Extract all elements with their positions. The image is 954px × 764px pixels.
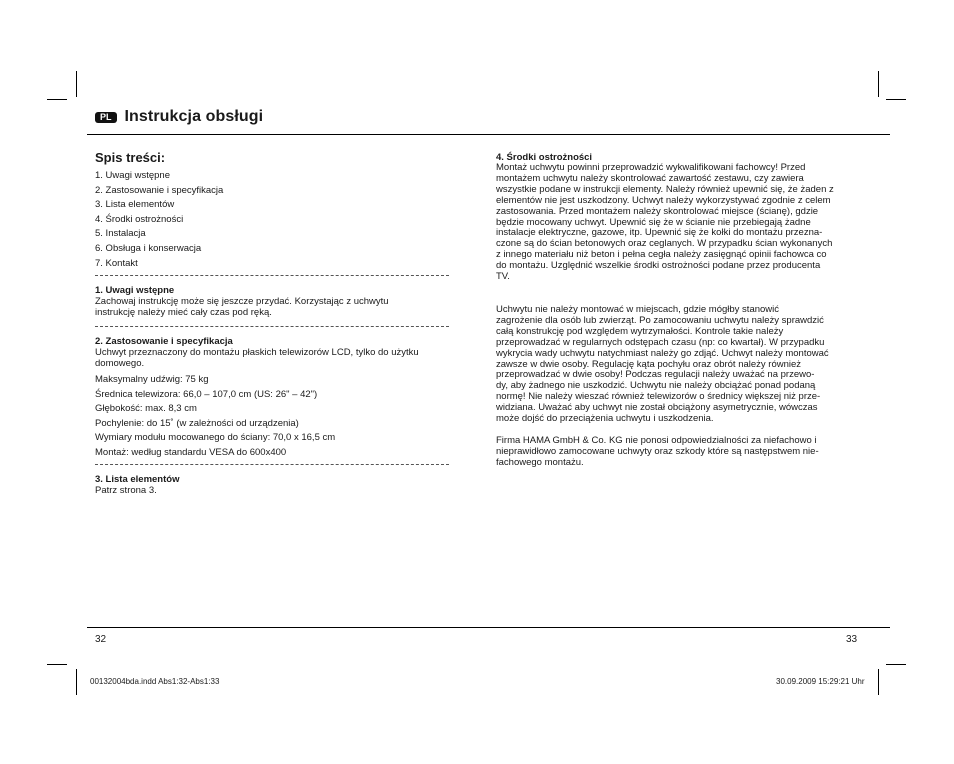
section-3 xyxy=(95,474,449,496)
section-1 xyxy=(95,285,449,318)
toc-item: 3. Lista elementów xyxy=(95,199,175,211)
dashed-separator xyxy=(95,326,449,327)
section-2 xyxy=(95,336,449,460)
footer-rule xyxy=(87,627,890,628)
toc-item: 5. Instalacja xyxy=(95,228,146,240)
section-text: normę! Nie należy wieszać również telewizorów o średnicy większej niż prze- xyxy=(496,391,821,403)
section-text: Patrz strona 3. xyxy=(95,485,157,497)
section-text: zagrożenie dla osób lub zwierząt. Po zamocowaniu uchwytu należy sprawdzić xyxy=(496,314,824,326)
section-text: instalacje elektryczne, gazowe, itp. Upewnić się że kołki do montażu przezna- xyxy=(496,227,823,239)
crop-mark xyxy=(878,71,879,97)
section-text: może dojść do przeciążenia uchwytu i uszkodzenia. xyxy=(496,413,714,425)
crop-mark xyxy=(878,669,879,695)
toc-title: Spis treści: xyxy=(95,150,166,165)
crop-mark xyxy=(76,669,77,695)
section-4-paragraph-2 xyxy=(496,305,860,425)
section-4-paragraph-1 xyxy=(496,163,860,283)
toc-item: 4. Środki ostrożności xyxy=(95,213,184,225)
spec-list xyxy=(95,373,449,460)
page-title: Instrukcja obsługi xyxy=(124,108,264,125)
dashed-separator xyxy=(95,275,449,276)
section-title: 3. Lista elementów xyxy=(95,474,180,486)
section-text: widziana. Uważać aby uchwyt nie został obciążony asymetrycznie, wówczas xyxy=(496,402,818,414)
toc-item: 6. Obsługa i konserwacja xyxy=(95,242,202,254)
table-of-contents xyxy=(95,169,449,271)
section-text: przeprowadzać w dwie osoby! Podczas regulacji należy uważać na przewo- xyxy=(496,369,815,381)
section-text: wykrycia wady uchwytu natychmiast należy go zdjąć. Uchwyt należy montować xyxy=(496,347,829,359)
spec-item: Średnica telewizora: 66,0 – 107,0 cm (US: 26" – 42") xyxy=(95,388,318,400)
section-text: wszystkie podane w instrukcji elementy. Należy również upewnić się, że żaden z xyxy=(496,183,834,195)
section-4-paragraph-3 xyxy=(496,436,860,469)
header-rule xyxy=(87,134,890,135)
section-title: 4. Środki ostrożności xyxy=(496,152,593,163)
page-number-right: 33 xyxy=(846,634,858,645)
spec-item: Pochylenie: do 15˚ (w zależności od urządzenia) xyxy=(95,417,299,429)
page-header xyxy=(95,106,263,128)
section-text: do montażu. Uzględnić wszelkie środki ostrożności podane przez producenta xyxy=(496,260,821,272)
dashed-separator xyxy=(95,464,449,465)
section-text: montażem uchwytu należy skontrolować zawartość zestawu, czy zawiera xyxy=(496,172,804,184)
section-title: 1. Uwagi wstępne xyxy=(95,285,175,297)
crop-mark xyxy=(47,664,67,665)
language-badge: PL xyxy=(95,112,117,123)
toc-item: 1. Uwagi wstępne xyxy=(95,170,170,181)
section-text: Firma HAMA GmbH & Co. KG nie ponosi odpowiedzialności za niefachowo i xyxy=(496,434,817,446)
left-column xyxy=(95,150,449,496)
spec-item: Maksymalny udźwig: 75 kg xyxy=(95,374,209,386)
page-number-left: 32 xyxy=(95,634,107,645)
section-text: Uchwyt przeznaczony do montażu płaskich telewizorów LCD, tylko do użytku xyxy=(95,347,419,359)
crop-mark xyxy=(76,71,77,97)
print-timestamp: 30.09.2009 15:29:21 Uhr xyxy=(776,677,865,686)
section-text: Montaż uchwytu powinni przeprowadzić wykwalifikowani fachowcy! Przed xyxy=(496,162,806,173)
spec-item: Montaż: według standardu VESA do 600x400 xyxy=(95,446,287,458)
toc-item: 7. Kontakt xyxy=(95,257,138,269)
section-text: TV. xyxy=(496,271,510,283)
crop-mark xyxy=(886,99,906,100)
toc-item: 2. Zastosowanie i specyfikacja xyxy=(95,184,224,196)
section-text: dy, aby żadnego nie uszkodzić. Uchwytu nie należy obciążać ponad podaną xyxy=(496,380,816,392)
section-text: przeprowadzać w regularnych odstępach czasu (np: co kwartał). W przypadku xyxy=(496,336,825,348)
crop-mark xyxy=(886,664,906,665)
section-text: z innego materiału niż beton i pełna cegła należy zasięgnąć opinii fachowca co xyxy=(496,249,827,261)
right-column xyxy=(496,152,860,469)
spec-item: Głębokość: max. 8,3 cm xyxy=(95,403,197,415)
section-title: 2. Zastosowanie i specyfikacja xyxy=(95,336,233,348)
section-text: całą konstrukcję pod względem wytrzymałości. Kontrole takie należy xyxy=(496,325,784,337)
spec-item: Wymiary modułu mocowanego do ściany: 70,0 x 16,5 cm xyxy=(95,432,336,444)
section-text: fachowego montażu. xyxy=(496,456,584,468)
section-text: domowego. xyxy=(95,358,145,370)
file-info: 00132004bda.indd Abs1:32-Abs1:33 xyxy=(90,677,220,686)
section-text: nieprawidłowo zamocowane uchwyty oraz szkody które są następstwem nie- xyxy=(496,445,819,457)
section-text: zastosowania. Przed montażem należy skontrolować miejsce (ścianę), gdzie xyxy=(496,205,819,217)
section-text: czone są do ścian betonowych oraz ceglanych. W przypadku ścian wykonanych xyxy=(496,238,833,250)
section-text: Uchwytu nie należy montować w miejscach, gdzie mógłby stanowić xyxy=(496,303,780,315)
crop-mark xyxy=(47,99,67,100)
section-text: instrukcję należy mieć cały czas pod ręką. xyxy=(95,307,272,319)
section-text: Zachowaj instrukcję może się jeszcze przydać. Korzystając z uchwytu xyxy=(95,296,389,308)
section-text: zawsze w dwie osoby. Regulację kąta pochyłu oraz obrót należy również xyxy=(496,358,802,370)
section-text: będzie mocowany uchwyt. Upewnić się że w ścianie nie przebiegają żadne xyxy=(496,216,811,228)
section-text: elementów nie jest uszkodzony. Uchwyt należy wykorzystywać zgodnie z celem xyxy=(496,194,831,206)
